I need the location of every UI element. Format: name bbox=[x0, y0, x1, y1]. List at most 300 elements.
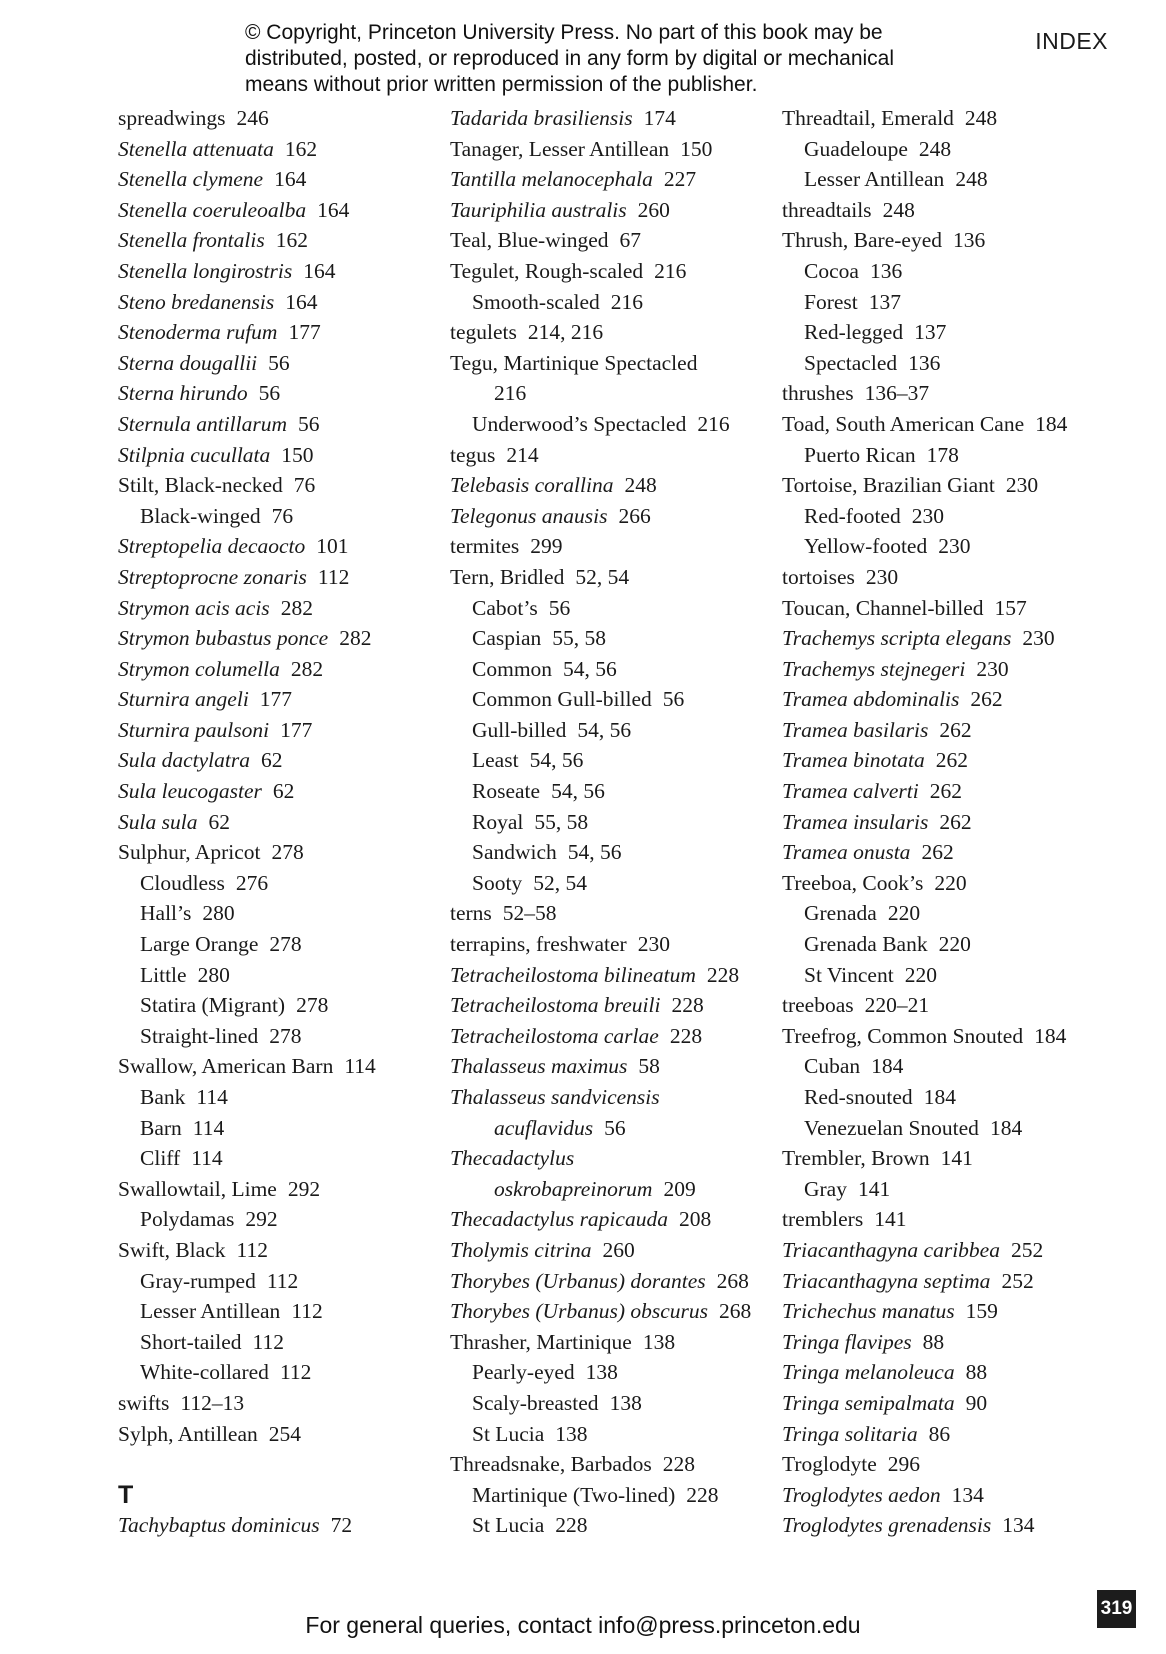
entry-term: Cliff bbox=[140, 1146, 181, 1171]
entry-term: Caspian bbox=[472, 626, 542, 651]
index-subentry bbox=[782, 287, 1067, 318]
entry-pages: 56 bbox=[258, 381, 281, 406]
entry-term: Cocoa bbox=[804, 258, 859, 283]
entry-pages: 184 bbox=[871, 1054, 904, 1079]
index-entry bbox=[782, 1235, 1067, 1266]
entry-term: Strymon columella bbox=[118, 656, 280, 681]
index-entry bbox=[450, 164, 751, 195]
entry-pages: 138 bbox=[585, 1360, 618, 1385]
index-entry bbox=[782, 103, 1067, 134]
index-entry bbox=[118, 225, 376, 256]
entry-term: Tanager, Lesser Antillean bbox=[450, 136, 670, 161]
index-entry bbox=[118, 256, 376, 287]
index-entry bbox=[450, 1449, 751, 1480]
entry-pages: 55, 58 bbox=[534, 809, 589, 834]
index-subentry bbox=[782, 1113, 1067, 1144]
entry-term: spreadwings bbox=[118, 106, 226, 130]
entry-term: Straight-lined bbox=[140, 1023, 259, 1048]
entry-term: Sula sula bbox=[118, 809, 198, 834]
entry-term: Tetracheilostoma carlae bbox=[450, 1023, 659, 1048]
entry-term: Tetracheilostoma bilineatum bbox=[450, 962, 696, 987]
entry-pages: 56 bbox=[548, 595, 571, 620]
entry-pages: 296 bbox=[887, 1452, 921, 1477]
entry-term: Sterna hirundo bbox=[118, 381, 248, 406]
entry-pages: 228 bbox=[555, 1513, 588, 1538]
entry-term: Trembler, Brown bbox=[782, 1146, 930, 1171]
entry-term: Tachybaptus dominicus bbox=[118, 1513, 320, 1538]
entry-pages: 278 bbox=[271, 840, 304, 865]
entry-pages: 209 bbox=[663, 1176, 696, 1201]
index-entry bbox=[118, 317, 376, 348]
entry-pages: 86 bbox=[928, 1421, 951, 1446]
entry-term: Underwood’s Spectacled bbox=[472, 411, 687, 436]
entry-term: Triacanthagyna septima bbox=[782, 1268, 991, 1293]
entry-pages: 138 bbox=[609, 1390, 642, 1415]
entry-pages: 299 bbox=[530, 534, 563, 559]
entry-pages: 114 bbox=[344, 1054, 376, 1079]
entry-term: Cuban bbox=[804, 1054, 861, 1079]
entry-pages: 159 bbox=[965, 1299, 998, 1324]
entry-term: swifts bbox=[118, 1390, 170, 1415]
index-entry bbox=[118, 531, 376, 562]
entry-pages: 138 bbox=[555, 1421, 588, 1446]
index-entry bbox=[450, 440, 751, 471]
index-subentry bbox=[782, 348, 1067, 379]
entry-pages: 56 bbox=[662, 687, 685, 712]
index-subentry bbox=[450, 1510, 751, 1541]
entry-term: Red-snouted bbox=[804, 1085, 913, 1109]
index-subentry bbox=[450, 745, 751, 776]
entry-pages: 248 bbox=[624, 473, 657, 498]
entry-term: Thrush, Bare-eyed bbox=[782, 228, 942, 253]
entry-term: Streptoprocne zonaris bbox=[118, 564, 307, 589]
entry-pages: 214, 216 bbox=[527, 320, 604, 345]
entry-pages: 220 bbox=[887, 901, 921, 926]
entry-term: Swift, Black bbox=[118, 1237, 226, 1262]
entry-term: White-collared bbox=[140, 1360, 269, 1385]
index-subentry bbox=[450, 776, 751, 807]
entry-pages: 112–13 bbox=[180, 1390, 245, 1415]
index-subentry bbox=[782, 929, 1067, 960]
index-subentry bbox=[450, 684, 751, 715]
index-entry bbox=[450, 1204, 751, 1235]
entry-pages: 214 bbox=[506, 442, 539, 467]
entry-term: Polydamas bbox=[140, 1207, 235, 1232]
index-entry bbox=[118, 745, 376, 776]
entry-term: Barn bbox=[140, 1115, 182, 1140]
entry-term: Tramea calverti bbox=[782, 779, 919, 804]
entry-pages: 220 bbox=[934, 870, 967, 895]
entry-term: Sula dactylatra bbox=[118, 748, 250, 773]
entry-term: Least bbox=[472, 748, 519, 773]
entry-term: Gray-rumped bbox=[140, 1268, 256, 1293]
entry-term: Tortoise, Brazilian Giant bbox=[782, 473, 995, 498]
entry-pages: 56 bbox=[298, 411, 320, 436]
index-subentry bbox=[450, 654, 751, 685]
index-subentry bbox=[450, 378, 751, 409]
entry-pages: 114 bbox=[192, 1115, 225, 1140]
index-entry bbox=[782, 990, 1067, 1021]
index-subentry bbox=[450, 623, 751, 654]
entry-pages: 134 bbox=[1002, 1513, 1035, 1538]
index-entry bbox=[118, 684, 376, 715]
index-entry bbox=[450, 1266, 751, 1297]
index-entry bbox=[450, 562, 751, 593]
index-subentry bbox=[782, 531, 1067, 562]
entry-term: Tramea abdominalis bbox=[782, 687, 960, 712]
entry-term: Hall’s bbox=[140, 901, 192, 926]
index-entry bbox=[782, 837, 1067, 868]
entry-term: Trachemys scripta elegans bbox=[782, 626, 1012, 651]
index-subentry bbox=[118, 960, 376, 991]
index-subentry bbox=[450, 868, 751, 899]
entry-pages: 184 bbox=[923, 1085, 956, 1109]
entry-pages: 184 bbox=[1034, 1023, 1067, 1048]
index-entry bbox=[118, 409, 376, 440]
entry-pages: 62 bbox=[272, 779, 295, 804]
entry-pages: 54, 56 bbox=[577, 717, 632, 742]
entry-term: Tringa flavipes bbox=[782, 1329, 912, 1354]
entry-term: Common bbox=[472, 656, 553, 681]
entry-pages: 248 bbox=[918, 136, 952, 161]
entry-pages: 141 bbox=[874, 1207, 907, 1232]
entry-term: thrushes bbox=[782, 381, 854, 406]
index-entry bbox=[782, 195, 1067, 226]
entry-pages: 67 bbox=[619, 228, 641, 253]
entry-term: Tegu, Martinique Spectacled bbox=[450, 350, 698, 375]
index-entry bbox=[782, 1449, 1067, 1480]
entry-pages: 112 bbox=[252, 1329, 284, 1354]
index-entry bbox=[450, 929, 751, 960]
index-entry bbox=[118, 1174, 376, 1205]
entry-term: Sulphur, Apricot bbox=[118, 840, 261, 865]
entry-term: Tringa melanoleuca bbox=[782, 1360, 955, 1385]
index-entry bbox=[782, 225, 1067, 256]
entry-pages: 230 bbox=[911, 503, 944, 528]
entry-term: Treefrog, Common Snouted bbox=[782, 1023, 1024, 1048]
entry-term: Statira (Migrant) bbox=[140, 993, 286, 1018]
entry-pages: 54, 56 bbox=[567, 840, 622, 865]
entry-term: Puerto Rican bbox=[804, 442, 916, 467]
entry-term: Stilt, Black-necked bbox=[118, 473, 283, 498]
entry-term: Sooty bbox=[472, 870, 523, 895]
entry-term: tremblers bbox=[782, 1207, 864, 1232]
index-entry bbox=[118, 1051, 376, 1082]
index-entry bbox=[118, 1510, 376, 1541]
entry-pages: 292 bbox=[287, 1176, 321, 1201]
entry-pages: 112 bbox=[279, 1360, 312, 1385]
index-subentry bbox=[782, 317, 1067, 348]
index-entry bbox=[450, 501, 751, 532]
index-subentry bbox=[118, 1296, 376, 1327]
index-subentry bbox=[118, 1021, 376, 1052]
entry-term: Swallow, American Barn bbox=[118, 1054, 334, 1079]
entry-pages: 114 bbox=[196, 1085, 228, 1109]
entry-term: Tegulet, Rough-scaled bbox=[450, 258, 644, 283]
entry-pages: 54, 56 bbox=[551, 779, 605, 804]
index-entry bbox=[782, 409, 1067, 440]
index-entry bbox=[782, 1510, 1067, 1541]
entry-pages: 216 bbox=[494, 381, 527, 406]
index-subentry bbox=[450, 409, 751, 440]
entry-term: Stilpnia cucullata bbox=[118, 442, 271, 467]
index-subentry bbox=[782, 898, 1067, 929]
entry-term: Strymon acis acis bbox=[118, 595, 270, 620]
entry-pages: 228 bbox=[671, 993, 704, 1018]
entry-term: Streptopelia decaocto bbox=[118, 534, 306, 559]
entry-pages: 208 bbox=[678, 1207, 712, 1232]
index-entry bbox=[118, 837, 376, 868]
entry-term: Sandwich bbox=[472, 840, 557, 865]
entry-pages: 56 bbox=[268, 350, 290, 375]
index-subentry bbox=[782, 501, 1067, 532]
index-subentry bbox=[118, 898, 376, 929]
index-entry bbox=[118, 195, 376, 226]
index-subentry bbox=[782, 164, 1067, 195]
index-entry bbox=[118, 378, 376, 409]
entry-term: Tramea insularis bbox=[782, 809, 929, 834]
entry-term: St Lucia bbox=[472, 1421, 545, 1446]
index-entry bbox=[118, 1419, 376, 1450]
index-subentry bbox=[118, 929, 376, 960]
index-entry bbox=[782, 807, 1067, 838]
entry-term: Tringa solitaria bbox=[782, 1421, 918, 1446]
index-entry bbox=[118, 134, 376, 165]
entry-term: Treeboa, Cook’s bbox=[782, 870, 924, 895]
entry-pages: 162 bbox=[275, 228, 308, 253]
entry-term: Black-winged bbox=[140, 503, 261, 528]
entry-pages: 227 bbox=[663, 167, 697, 192]
index-subentry bbox=[782, 1082, 1067, 1113]
entry-term: Stenella coeruleoalba bbox=[118, 197, 307, 222]
letter-heading: T bbox=[118, 1480, 134, 1509]
index-subentry bbox=[450, 1113, 751, 1144]
entry-pages: 52, 54 bbox=[575, 564, 630, 589]
entry-term: Common Gull-billed bbox=[472, 687, 652, 712]
entry-term: Thrasher, Martinique bbox=[450, 1329, 632, 1354]
index-subentry bbox=[450, 1480, 751, 1511]
entry-pages: 56 bbox=[604, 1115, 626, 1140]
entry-pages: 282 bbox=[339, 626, 372, 651]
index-subentry bbox=[118, 1327, 376, 1358]
copyright-notice: © Copyright, Princeton University Press. No part of this book may be distributed, posted, or reproduced in any form by digital or mechanical means without prior written permission of the publisher. bbox=[245, 21, 895, 96]
entry-pages: 62 bbox=[208, 809, 230, 834]
entry-term: Large Orange bbox=[140, 932, 259, 957]
entry-pages: 280 bbox=[197, 962, 230, 987]
index-entry bbox=[450, 1021, 751, 1052]
entry-term: Stenella frontalis bbox=[118, 228, 265, 253]
index-entry bbox=[118, 103, 376, 134]
entry-term: Swallowtail, Lime bbox=[118, 1176, 277, 1201]
entry-term: Tetracheilostoma breuili bbox=[450, 993, 661, 1018]
entry-term: St Vincent bbox=[804, 962, 894, 987]
index-subentry bbox=[782, 440, 1067, 471]
index-entry bbox=[118, 348, 376, 379]
entry-pages: 228 bbox=[686, 1482, 719, 1507]
entry-term: Guadeloupe bbox=[804, 136, 908, 161]
index-entry bbox=[782, 776, 1067, 807]
index-entry bbox=[118, 1235, 376, 1266]
index-entry bbox=[782, 1143, 1067, 1174]
index-column-2 bbox=[450, 103, 751, 1541]
entry-term: Cabot’s bbox=[472, 595, 538, 620]
index-subentry bbox=[450, 1388, 751, 1419]
index-entry bbox=[782, 562, 1067, 593]
entry-pages: 228 bbox=[662, 1452, 696, 1477]
index-subentry bbox=[118, 1357, 376, 1388]
entry-term: Tern, Bridled bbox=[450, 564, 565, 589]
index-subentry bbox=[118, 1266, 376, 1297]
entry-term: Gray bbox=[804, 1176, 847, 1201]
entry-pages: 90 bbox=[965, 1390, 988, 1415]
section-gap bbox=[118, 1449, 376, 1480]
entry-term: Yellow-footed bbox=[804, 534, 928, 559]
entry-term: threadtails bbox=[782, 197, 872, 222]
entry-pages: 252 bbox=[1010, 1237, 1044, 1262]
entry-pages: 112 bbox=[266, 1268, 299, 1293]
entry-pages: 282 bbox=[280, 595, 313, 620]
entry-pages: 177 bbox=[280, 717, 313, 742]
entry-pages: 136–37 bbox=[864, 381, 930, 406]
index-column-3 bbox=[782, 103, 1067, 1541]
index-entry bbox=[782, 1388, 1067, 1419]
entry-term: Bank bbox=[140, 1085, 186, 1109]
entry-pages: 248 bbox=[964, 106, 998, 130]
entry-term: Little bbox=[140, 962, 187, 987]
entry-pages: 174 bbox=[643, 106, 676, 130]
entry-pages: 262 bbox=[935, 748, 969, 773]
index-subentry bbox=[450, 807, 751, 838]
entry-term: Tringa semipalmata bbox=[782, 1390, 955, 1415]
entry-pages: 220 bbox=[938, 932, 971, 957]
entry-pages: 88 bbox=[965, 1360, 988, 1385]
entry-pages: 150 bbox=[281, 442, 314, 467]
entry-term: Strymon bubastus ponce bbox=[118, 626, 329, 651]
entry-pages: 262 bbox=[939, 717, 972, 742]
entry-pages: 76 bbox=[293, 473, 316, 498]
entry-pages: 276 bbox=[235, 870, 269, 895]
entry-term: tortoises bbox=[782, 564, 855, 589]
entry-term: Thecadactylus bbox=[450, 1146, 575, 1171]
index-entry bbox=[118, 593, 376, 624]
entry-term: Sylph, Antillean bbox=[118, 1421, 258, 1446]
index-subentry bbox=[782, 256, 1067, 287]
index-entry bbox=[118, 470, 376, 501]
entry-pages: 230 bbox=[865, 564, 899, 589]
index-entry bbox=[782, 684, 1067, 715]
index-entry bbox=[450, 898, 751, 929]
index-entry bbox=[782, 1327, 1067, 1358]
index-entry bbox=[782, 1204, 1067, 1235]
entry-term: Toucan, Channel-billed bbox=[782, 595, 984, 620]
entry-term: Smooth-scaled bbox=[472, 289, 600, 314]
index-entry bbox=[450, 960, 751, 991]
entry-pages: 230 bbox=[938, 534, 971, 559]
index-entry bbox=[782, 1480, 1067, 1511]
entry-term: oskrobapreinorum bbox=[494, 1176, 653, 1201]
index-entry bbox=[782, 868, 1067, 899]
index-entry bbox=[450, 531, 751, 562]
index-entry bbox=[782, 1419, 1067, 1450]
entry-pages: 136 bbox=[869, 258, 903, 283]
entry-term: Teal, Blue-winged bbox=[450, 228, 609, 253]
index-entry bbox=[450, 317, 751, 348]
entry-term: Martinique (Two-lined) bbox=[472, 1482, 676, 1507]
entry-term: Sula leucogaster bbox=[118, 779, 262, 804]
entry-term: Stenella longirostris bbox=[118, 258, 293, 283]
entry-term: Troglodytes grenadensis bbox=[782, 1513, 992, 1538]
entry-pages: 162 bbox=[284, 136, 318, 161]
index-entry bbox=[782, 1357, 1067, 1388]
entry-term: Thecadactylus rapicauda bbox=[450, 1207, 668, 1232]
entry-pages: 137 bbox=[914, 320, 947, 345]
entry-term: termites bbox=[450, 534, 520, 559]
entry-pages: 282 bbox=[290, 656, 324, 681]
index-subentry bbox=[450, 1419, 751, 1450]
entry-pages: 52–58 bbox=[502, 901, 557, 926]
index-entry bbox=[782, 470, 1067, 501]
entry-pages: 216 bbox=[697, 411, 730, 436]
entry-pages: 292 bbox=[245, 1207, 278, 1232]
entry-term: Troglodytes aedon bbox=[782, 1482, 941, 1507]
entry-pages: 72 bbox=[330, 1513, 353, 1538]
index-entry bbox=[118, 440, 376, 471]
entry-term: terns bbox=[450, 901, 492, 926]
entry-term: Thalasseus sandvicensis bbox=[450, 1085, 660, 1109]
entry-term: terrapins, freshwater bbox=[450, 932, 627, 957]
entry-pages: 141 bbox=[857, 1176, 891, 1201]
entry-pages: 262 bbox=[939, 809, 972, 834]
entry-pages: 164 bbox=[303, 258, 336, 283]
index-entry bbox=[450, 103, 751, 134]
entry-term: Red-footed bbox=[804, 503, 901, 528]
index-subentry bbox=[450, 1357, 751, 1388]
entry-pages: 184 bbox=[1035, 411, 1068, 436]
entry-pages: 141 bbox=[940, 1146, 973, 1171]
entry-term: Threadsnake, Barbados bbox=[450, 1452, 652, 1477]
entry-term: Royal bbox=[472, 809, 524, 834]
entry-pages: 266 bbox=[618, 503, 651, 528]
entry-term: Thalasseus maximus bbox=[450, 1054, 628, 1079]
entry-pages: 138 bbox=[642, 1329, 676, 1354]
index-subentry bbox=[782, 134, 1067, 165]
entry-pages: 54, 56 bbox=[529, 748, 584, 773]
entry-pages: 220 bbox=[904, 962, 937, 987]
running-head: INDEX bbox=[1035, 28, 1108, 54]
index-entry bbox=[450, 1327, 751, 1358]
index-entry bbox=[450, 225, 751, 256]
entry-pages: 228 bbox=[706, 962, 740, 987]
entry-pages: 101 bbox=[316, 534, 349, 559]
index-entry bbox=[118, 287, 376, 318]
entry-pages: 55, 58 bbox=[552, 626, 607, 651]
entry-term: Toad, South American Cane bbox=[782, 411, 1025, 436]
index-entry bbox=[782, 593, 1067, 624]
entry-term: Venezuelan Snouted bbox=[804, 1115, 979, 1140]
index-entry bbox=[782, 1296, 1067, 1327]
index-subentry bbox=[782, 1051, 1067, 1082]
index-subentry bbox=[450, 287, 751, 318]
index-subentry bbox=[450, 715, 751, 746]
entry-pages: 278 bbox=[269, 1023, 302, 1048]
entry-term: Short-tailed bbox=[140, 1329, 242, 1354]
index-entry bbox=[118, 654, 376, 685]
entry-term: treeboas bbox=[782, 993, 854, 1018]
entry-term: Grenada bbox=[804, 901, 877, 926]
entry-term: Trichechus manatus bbox=[782, 1299, 955, 1324]
entry-term: Tholymis citrina bbox=[450, 1237, 592, 1262]
entry-pages: 278 bbox=[296, 993, 329, 1018]
